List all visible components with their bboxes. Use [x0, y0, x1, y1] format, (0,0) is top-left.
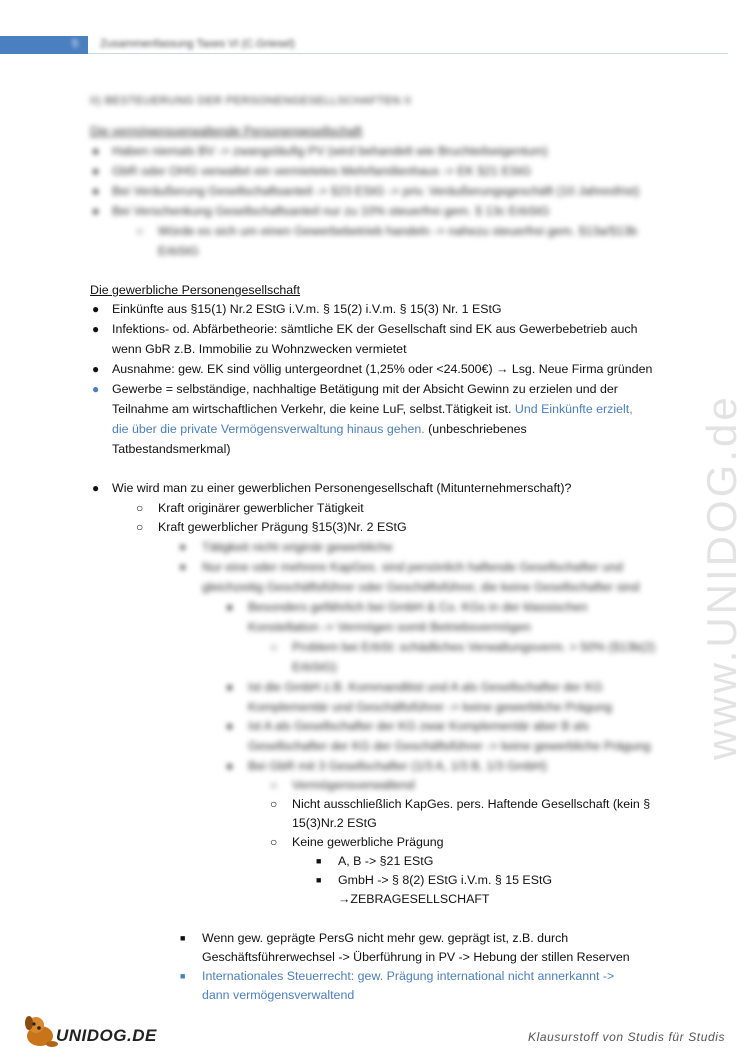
blurred-line: Bei Veräußerung Gesellschaftsanteil -> §23 EStG -> priv. Veräußerungsgeschäft (10 Jahresfrist) [112, 184, 640, 198]
sub-bullet-circle: ○ [136, 224, 144, 238]
page-number: 5 [72, 38, 79, 50]
sub-bullet-circle: ○ [270, 640, 278, 654]
header-title: Zusammenfassung Taxes VI (C.Griesel) [100, 38, 295, 50]
bullet-dot: ● [92, 164, 100, 178]
sub-bullet-text [338, 890, 489, 910]
bullet-dot: ● [226, 600, 234, 614]
blurred-line: Würde es sich um einen Gewerbebetrieb handeln -> nahezu steuerfrei gem. §13a/§13b [158, 224, 638, 238]
blurred-line: Ist A als Gesellschafter der KG zwar Komplementär aber B als [248, 719, 589, 733]
bullet-text: Geschäftsführerwechsel -> Überführung in PV -> Hebung der stillen Reserven [202, 950, 630, 964]
blurred-line: Konstellation -> Vermögen somit Betriebsvermögen [248, 620, 531, 634]
bullet-dot: ● [92, 382, 100, 396]
definition-text: Teilnahme am wirtschaftlichen Verkehr, die keine LuF, selbst.Tätigkeit ist. [112, 402, 515, 416]
sub-bullet-text: Nicht ausschließlich KapGes. pers. Haftende Gesellschaft (kein § [292, 797, 651, 811]
sub-bullet-text: Keine gewerbliche Prägung [292, 835, 444, 849]
arrow-icon: → [338, 892, 351, 906]
logo-text: UNIDOG.DE [56, 1026, 157, 1045]
blurred-line: gleichzeitig Geschäftsführer oder Geschäftsführer, die keine Gesellschafter sind [202, 580, 640, 594]
square-bullet: ■ [180, 933, 186, 943]
bullet-text: wenn GbR z.B. Immobilie zu Wohnzwecken vermietet [112, 342, 407, 356]
bullet-text: Gewerbe = selbständige, nachhaltige Betätigung mit der Absicht Gewinn zu erzielen und der [112, 382, 618, 396]
bullet-dot: ● [92, 204, 100, 218]
sub-bullet-text: Kraft originärer gewerblicher Tätigkeit [158, 501, 364, 515]
bullet-dot: ● [92, 362, 100, 376]
bullet-dot: ● [92, 322, 100, 336]
sub-bullet-circle: ○ [270, 835, 278, 849]
square-bullet: ■ [180, 971, 186, 981]
blurred-line: Vermögensverwaltend [292, 778, 415, 792]
blurred-line: Tätigkeit nicht originär gewerbliche [202, 540, 393, 554]
bullet-text: Einkünfte aus §15(1) Nr.2 EStG i.V.m. § 15(2) i.V.m. § 15(3) Nr. 1 EStG [112, 302, 502, 316]
blurred-line: GbR oder OHG verwaltet ein vermietetes Mehrfamilienhaus -> EK §21 EStG [112, 164, 532, 178]
blurred-heading: II) BESTEUERUNG DER PERSONENGESELLSCHAFTEN II [90, 95, 412, 107]
footer-slogan: Klausurstoff von Studis für Studis [528, 1030, 726, 1044]
blurred-line: Nur eine oder mehrere KapGes. sind persönlich haftende Gesellschafter und [202, 560, 623, 574]
definition-text: (unbeschriebenes [424, 422, 527, 436]
highlight-text: die über die private Vermögensverwaltung hinaus gehen. [112, 422, 425, 436]
bullet-dot: ● [226, 680, 234, 694]
bullet-text [112, 360, 652, 380]
arrow-icon: → [496, 362, 509, 376]
square-bullet: ■ [316, 875, 322, 885]
unidog-logo [22, 1014, 157, 1050]
watermark-text: www.UNIDOG.de [698, 394, 745, 760]
highlight-text: Und Einkünfte erzielt, [514, 402, 633, 416]
exception-text: Ausnahme: gew. EK sind völlig untergeordnet (1,25% oder <24.500€) [112, 362, 497, 376]
blurred-line: ErbStG) [292, 660, 337, 674]
blurred-line: Problem bei ErbSt: schädliches Verwaltungsverm. > 50% (§13b(2) [292, 640, 656, 654]
bullet-dot: ● [92, 144, 100, 158]
sub-bullet-text: GmbH -> § 8(2) EStG i.V.m. § 15 EStG [338, 873, 553, 887]
blurred-subheading: Die vermögensverwaltende Personengesellschaft [90, 124, 363, 138]
blurred-line: Bei GbR mit 3 Gesellschafter (1/3 A, 1/3 B, 1/3 GmbH) [248, 759, 547, 773]
sub-bullet-circle: ○ [270, 797, 278, 811]
bullet-text: Internationales Steuerrecht: gew. Prägung international nicht annerkannt -> [202, 969, 615, 983]
blurred-line: Haben niemals BV -> zwangsläufig PV (wird behandelt wie Bruchteilseigentum) [112, 144, 548, 158]
bullet-dot: ● [92, 481, 100, 495]
bullet-text: Tatbestandsmerkmal) [112, 442, 231, 456]
square-bullet: ■ [180, 542, 186, 552]
blurred-line: Gesellschafter der KG der Geschäftsführer -> keine gewerbliche Prägung [248, 739, 651, 753]
sub-bullet-circle: ○ [270, 778, 278, 792]
zebra-label: ZEBRAGESELLSCHAFT [350, 892, 490, 906]
bullet-dot: ● [226, 719, 234, 733]
bullet-dot: ● [92, 302, 100, 316]
bullet-dot: ● [226, 759, 234, 773]
blurred-line: Besonders gefährlich bei GmbH & Co. KGs in der klassischen [248, 600, 588, 614]
sub-bullet-text: Kraft gewerblicher Prägung §15(3)Nr. 2 EStG [158, 520, 407, 534]
square-bullet: ■ [316, 856, 322, 866]
sub-bullet-circle: ○ [136, 520, 144, 534]
sub-bullet-text: A, B -> §21 EStG [338, 854, 434, 868]
exception-solution: Lsg. Neue Firma gründen [508, 362, 653, 376]
bullet-text: Infektions- od. Abfärbetheorie: sämtliche EK der Gesellschaft sind EK aus Gewerbebetrieb auch [112, 322, 638, 336]
section-heading: Die gewerbliche Personengesellschaft [90, 283, 301, 297]
bullet-text: dann vermögensverwaltend [202, 988, 355, 1002]
sub-bullet-text: 15(3)Nr.2 EStG [292, 816, 377, 830]
square-bullet: ■ [180, 562, 186, 572]
blurred-line: ErbStG [158, 244, 199, 258]
bullet-dot: ● [92, 184, 100, 198]
blurred-line: Ist die GmbH z.B. Kommanditist und A als Gesellschafter der KG [248, 680, 603, 694]
blurred-line: Komplementär und Geschäftsführer -> keine gewerbliche Prägung [248, 700, 613, 714]
bullet-text [112, 400, 633, 420]
bullet-text [112, 420, 527, 440]
bullet-text: Wenn gew. geprägte PersG nicht mehr gew. geprägt ist, z.B. durch [202, 931, 569, 945]
blurred-line: Bei Verschenkung Gesellschaftsanteil nur zu 10% steuerfrei gem. § 13c ErbStG [112, 204, 550, 218]
sub-bullet-circle: ○ [136, 501, 144, 515]
bullet-text: Wie wird man zu einer gewerblichen Personengesellschaft (Mitunternehmerschaft)? [112, 481, 572, 495]
